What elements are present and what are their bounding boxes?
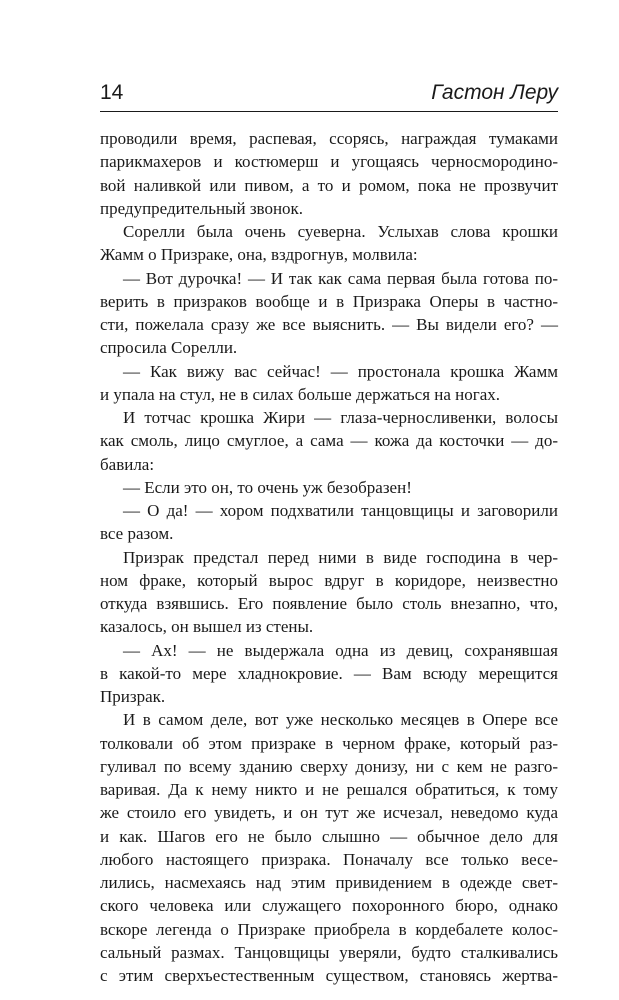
text-line: бавила: (100, 454, 155, 474)
text-line: проводили время, распевая, ссорясь, награждая тумаками (100, 129, 558, 148)
running-title: Гастон Леру (431, 81, 558, 104)
page-number: 14 (100, 81, 124, 104)
text-line: же стоило его увидеть, и он тут же исчезал, неведомо куда (100, 803, 558, 823)
text-line: толковали об этом призраке в черном фраке, который раз- (100, 733, 558, 753)
text-line: и упала на стул, не в силах больше держаться на ногах. (100, 384, 501, 404)
text-line: сальный размах. Танцовщицы уверяли, будто сталкивались (100, 942, 558, 962)
text-line: Призрак. (100, 687, 166, 706)
text-line: и как. Шагов его не было слышно — обычное дело для (100, 826, 558, 846)
text-line: любого настоящего призрака. Поначалу все только весе- (100, 849, 558, 869)
text-line: спросила Сорелли. (100, 338, 238, 358)
text-line: Призрак предстал перед ними в виде господина в чер- (123, 547, 558, 567)
text-line: — Как вижу вас сейчас! — простонала крошка Жамм (123, 361, 558, 381)
text-line: Сорелли была очень суеверна. Услыхав слова крошки (123, 222, 558, 241)
text-line: вой наливкой или пивом, а то и ромом, пока не прозвучит (100, 175, 558, 195)
text-line: варивая. Да к нему никто и не решался обратиться, к тому (100, 780, 558, 799)
running-header (100, 80, 558, 110)
text-line: ном фраке, который вырос вдруг в коридоре, неизвестно (100, 570, 558, 590)
text-line: верить в призраков вообще и в Призрака Оперы в частно- (100, 291, 558, 311)
text-line: с этим сверхъестественным существом, становясь жертва- (100, 966, 558, 985)
text-line: И тотчас крошка Жири — глаза-черносливенки, волосы (123, 408, 558, 427)
text-line: откуда взявшись. Его появление было столь внезапно, что, (100, 594, 558, 613)
text-line: все разом. (100, 524, 174, 544)
text-line: в какой-то мере хладнокровие. — Вам всюду мерещится (100, 663, 558, 683)
text-line: казалось, он вышел из стены. (100, 617, 314, 637)
text-line: как смоль, лицо смуглое, а сама — кожа да косточки — до- (100, 431, 558, 451)
text-body (100, 127, 558, 987)
text-line: ского человека или служащего похоронного бюро, однако (100, 896, 558, 916)
text-line: — Если это он, то очень уж безобразен! (123, 477, 412, 497)
text-line: парикмахеров и костюмерш и угощаясь черносмородино- (100, 152, 558, 172)
text-line: вскоре легенда о Призраке приобрела в кордебалете колос- (100, 919, 558, 939)
text-line: И в самом деле, вот уже несколько месяцев в Опере все (123, 710, 558, 730)
text-line: лились, насмехаясь над этим привидением в одежде свет- (100, 873, 558, 892)
text-line: Жамм о Призраке, она, вздрогнув, молвила: (100, 245, 418, 265)
text-line: — Вот дурочка! — И так как сама первая была готова по- (123, 268, 558, 288)
text-line: — Ах! — не выдержала одна из девиц, сохранявшая (123, 640, 558, 660)
text-line: сти, пожелала сразу же все выяснить. — Вы видели его? — (100, 315, 558, 334)
text-line: — О да! — хором подхватили танцовщицы и заговорили (123, 501, 558, 520)
text-line: предупредительный звонок. (100, 198, 304, 218)
header-rule (100, 111, 558, 112)
text-line: гуливал по всему зданию сверху донизу, ни с кем не разго- (100, 756, 558, 776)
